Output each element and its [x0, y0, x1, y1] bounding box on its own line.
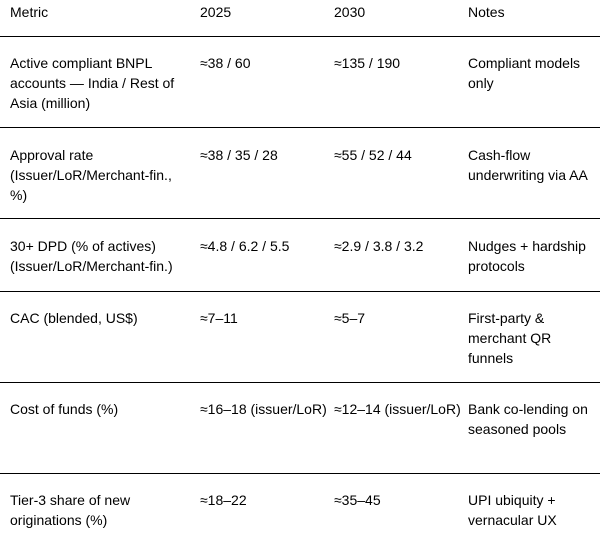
cell-2025: ≈38 / 60: [200, 55, 251, 71]
cell-metric: 30+ DPD (% of actives) (Issuer/LoR/Merchant-fin.): [10, 238, 173, 274]
row-divider: [0, 473, 600, 474]
table-row: [0, 399, 600, 473]
row-divider: [0, 382, 600, 383]
cell-2030: ≈2.9 / 3.8 / 3.2: [334, 238, 424, 254]
cell-metric: Tier-3 share of new originations (%): [10, 492, 131, 528]
cell-2025: ≈16–18 (issuer/LoR): [200, 401, 327, 417]
row-divider: [0, 291, 600, 292]
cell-2025: ≈18–22: [200, 492, 247, 508]
cell-2030: ≈5–7: [334, 310, 366, 326]
cell-metric: Cost of funds (%): [10, 401, 119, 417]
cell-notes: Cash-flow underwriting via AA: [468, 147, 588, 183]
cell-notes: Bank co-lending on seasoned pools: [468, 401, 588, 437]
cell-2025: ≈4.8 / 6.2 / 5.5: [200, 238, 290, 254]
row-divider: [0, 127, 600, 128]
cell-2030: ≈35–45: [334, 492, 381, 508]
table-row: [0, 53, 600, 127]
table-row: [0, 145, 600, 219]
table-row: [0, 236, 600, 291]
header-2030: 2030: [334, 4, 366, 20]
cell-2030: ≈55 / 52 / 44: [334, 147, 412, 163]
row-divider: [0, 36, 600, 37]
table-header-row: [0, 2, 600, 36]
header-metric: Metric: [10, 4, 49, 20]
header-notes: Notes: [468, 4, 505, 20]
cell-2030: ≈12–14 (issuer/LoR): [334, 401, 461, 417]
header-2025: 2025: [200, 4, 232, 20]
cell-notes: Nudges + hardship protocols: [468, 238, 586, 274]
cell-metric: Active compliant BNPL accounts — India / Rest of Asia (million): [10, 55, 175, 111]
table-row: [0, 308, 600, 382]
cell-2025: ≈7–11: [200, 310, 238, 326]
cell-2030: ≈135 / 190: [334, 55, 401, 71]
cell-metric: CAC (blended, US$): [10, 310, 138, 326]
row-divider: [0, 218, 600, 219]
cell-2025: ≈38 / 35 / 28: [200, 147, 278, 163]
cell-notes: UPI ubiquity + vernacular UX: [468, 492, 557, 528]
table-row: [0, 490, 600, 540]
cell-metric: Approval rate (Issuer/LoR/Merchant-fin., %): [10, 147, 172, 203]
cell-notes: Compliant models only: [468, 55, 581, 91]
cell-notes: First-party & merchant QR funnels: [468, 310, 552, 366]
